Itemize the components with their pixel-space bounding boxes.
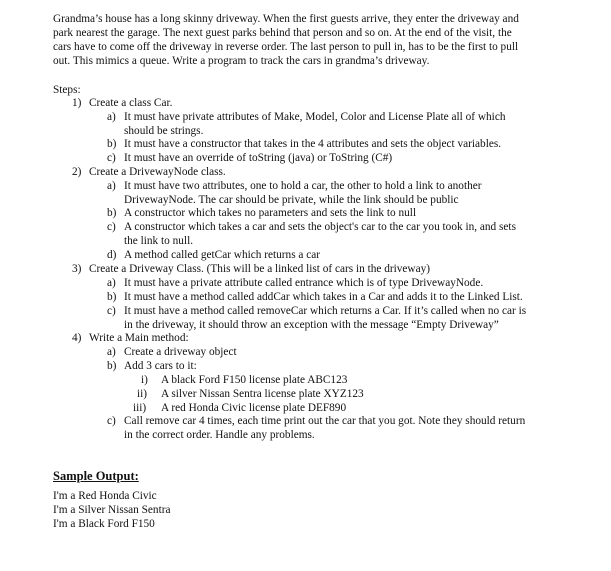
step-text: in the driveway, it should throw an exception with the message “Empty Driveway” [124, 319, 499, 331]
step-text: It must have a constructor that takes in the 4 attributes and sets the object variables. [124, 138, 502, 150]
step-text: Write a Main method: [89, 332, 189, 344]
step-text: in the correct order. Handle any problems. [124, 429, 315, 441]
step-marker: b) [107, 138, 117, 150]
step-marker: a) [107, 346, 116, 358]
step-marker: a) [107, 180, 116, 192]
intro-line: cars have to come off the driveway in reverse order. The last person to pull in, has to be the first to pull [53, 41, 519, 53]
sample-output-line: I'm a Black Ford F150 [53, 518, 155, 530]
step-text: A red Honda Civic license plate DEF890 [161, 402, 347, 414]
step-text: It must have an override of toString (java) or ToString (C#) [124, 152, 393, 164]
step-text: It must have a method called removeCar which returns a Car. If it’s called when no car is [124, 305, 527, 317]
step-marker: ii) [137, 388, 148, 400]
step-marker: 3) [72, 263, 82, 275]
step-marker: c) [107, 152, 116, 164]
step-text: Create a Driveway Class. (This will be a linked list of cars in the driveway) [89, 263, 431, 275]
step-text: Create a class Car. [89, 97, 173, 109]
step-text: A constructor which takes no parameters and sets the link to null [124, 207, 417, 219]
step-marker: c) [107, 221, 116, 233]
step-text: DrivewayNode. The car should be private, while the link should be public [124, 194, 459, 206]
step-marker: c) [107, 415, 116, 427]
sample-output-heading: Sample Output: [53, 469, 139, 483]
step-marker: b) [107, 360, 117, 372]
step-text: A constructor which takes a car and sets the object's car to the car you took in, and sets [124, 221, 516, 233]
step-marker: i) [141, 374, 148, 386]
step-text: Create a driveway object [124, 346, 237, 358]
step-text: Create a DrivewayNode class. [89, 166, 226, 178]
sample-output-line: I'm a Red Honda Civic [53, 490, 157, 502]
step-marker: 1) [72, 97, 82, 109]
intro-line: park nearest the garage. The next guest parks behind that person and so on. At the end of the visit, the [53, 27, 512, 39]
step-marker: 4) [72, 332, 82, 344]
step-marker: a) [107, 277, 116, 289]
step-marker: iii) [133, 402, 147, 414]
step-marker: b) [107, 291, 117, 303]
step-text: should be strings. [124, 125, 204, 137]
step-text: Call remove car 4 times, each time print out the car that you got. Note they should return [124, 415, 526, 427]
step-text: A black Ford F150 license plate ABC123 [161, 374, 348, 386]
intro-line: Grandma’s house has a long skinny driveway. When the first guests arrive, they enter the driveway and [53, 13, 519, 25]
step-marker: b) [107, 207, 117, 219]
step-text: A method called getCar which returns a car [124, 249, 321, 261]
step-marker: a) [107, 111, 116, 123]
step-marker: c) [107, 305, 116, 317]
step-text: the link to null. [124, 235, 194, 247]
step-text: A silver Nissan Sentra license plate XYZ123 [161, 388, 364, 400]
steps-heading: Steps: [53, 84, 81, 96]
step-marker: d) [107, 249, 117, 261]
sample-output-line: I'm a Silver Nissan Sentra [53, 504, 171, 516]
step-text: It must have two attributes, one to hold a car, the other to hold a link to another [124, 180, 482, 192]
step-text: It must have a private attribute called entrance which is of type DrivewayNode. [124, 277, 484, 289]
step-marker: 2) [72, 166, 82, 178]
step-text: It must have private attributes of Make, Model, Color and License Plate all of which [124, 111, 506, 123]
step-text: Add 3 cars to it: [124, 360, 197, 372]
intro-line: out. This mimics a queue. Write a program to track the cars in grandma’s driveway. [53, 55, 430, 67]
step-text: It must have a method called addCar which takes in a Car and adds it to the Linked List. [124, 291, 523, 303]
